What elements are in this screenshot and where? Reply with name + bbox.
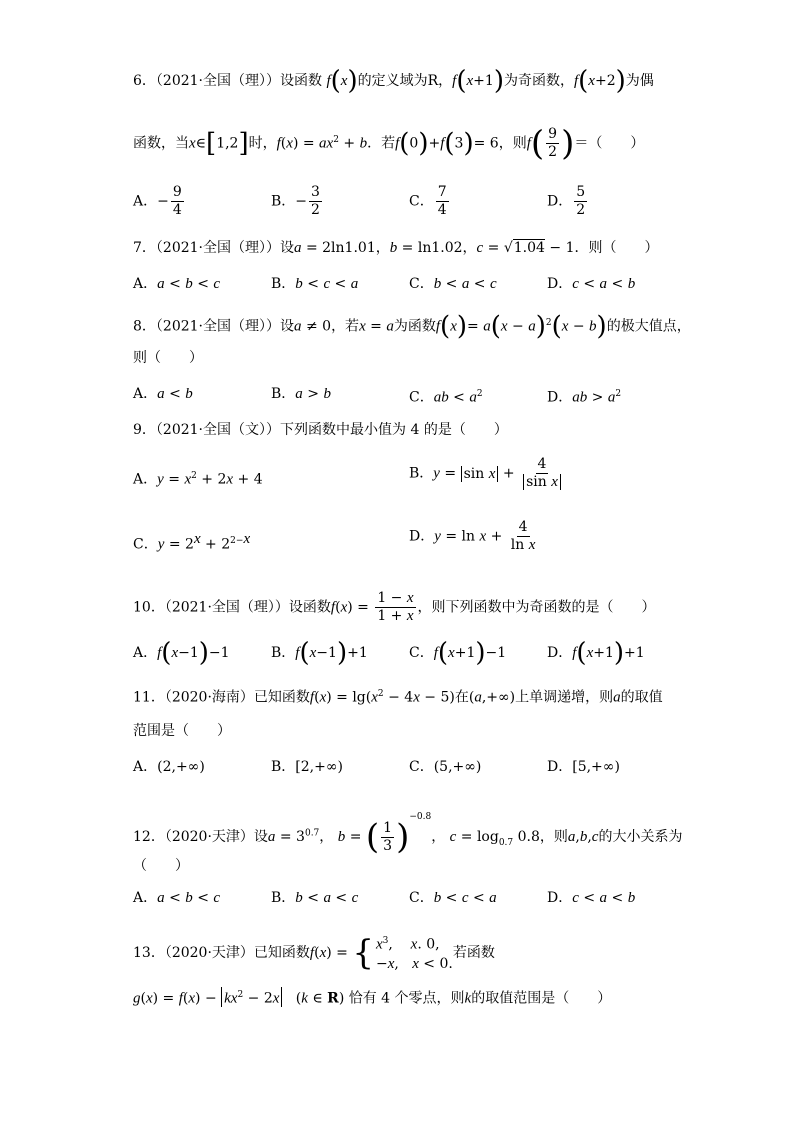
q6-option-d[interactable]: D． $\frac{5}{2}$ <box>547 184 586 218</box>
q8-option-d[interactable]: D．ab > $a^2$ <box>547 389 622 406</box>
q9-option-c[interactable]: C．$y = 2^x + 2^{2-x}$ <box>133 531 251 553</box>
q6-line-2: 函数，当x∈[1,2]时，$f(x) = ax^2 + b$．若f(0)+f(3)= 6，则f( $\frac{9}{2}$ )＝（ ） <box>133 123 645 164</box>
q12-line-2: （ ） <box>133 858 189 874</box>
q6-line-1: 6．（2021·全国（理））设函数 f(x)的定义域为R，f(x+1)为奇函数，f(x+2)为偶 <box>133 66 654 96</box>
q10-line-1: 10．（2021·全国（理））设函数f(x) = $\frac{1 - x}{1 + x}$ ，则下列函数中为奇函数的是（ ） <box>133 590 656 624</box>
q7-option-a[interactable]: A．a < b < c <box>133 276 221 292</box>
q8-option-a[interactable]: A．a < b <box>133 386 193 402</box>
q9-option-a[interactable]: A．$y = x^2 + 2x + 4$ <box>133 471 263 488</box>
q11-line-1: 11．（2020·海南）已知函数$f(x) = \lg(x^2 - 4x - 5)$在(a,+∞)上单调递增，则a的取值 <box>133 689 663 706</box>
q7-line-1: 7．（2021·全国（理））设a = 2ln1.01，b = ln1.02，c = √1.04 − 1．则（ ） <box>133 240 659 256</box>
q11-option-d[interactable]: D．[5,+∞) <box>547 759 620 775</box>
q9-line-1: 9．（2021·全国（文））下列函数中最小值为 4 的是（ ） <box>133 422 508 438</box>
q13-line-1: 13．（2020·天津）已知函数f(x) = { $x^3$, x. 0, −x, x < 0. 若函数 <box>133 932 495 973</box>
q7-option-c[interactable]: C．b < a < c <box>409 276 497 292</box>
q6-option-b[interactable]: B．− $\frac{3}{2}$ <box>271 184 320 218</box>
q7-option-b[interactable]: B．b < c < a <box>271 276 359 292</box>
q11-line-2: 范围是（ ） <box>133 723 231 739</box>
q10-option-c[interactable]: C．f(x+1)−1 <box>409 638 507 668</box>
q8-option-c[interactable]: C．ab < $a^2$ <box>409 389 483 406</box>
q12-option-b[interactable]: B．b < a < c <box>271 890 359 906</box>
q12-line-1: 12．（2020·天津）设$a = 3^{0.7}$， b = ( $\frac{1}{3}$ )$^{-0.8}$， $c = \log_{0.7} 0.8$，则a,b,c的大小关系为 <box>133 812 683 857</box>
q11-option-b[interactable]: B．[2,+∞) <box>271 759 343 775</box>
q10-option-b[interactable]: B．f(x−1)+1 <box>271 638 368 668</box>
q11-option-a[interactable]: A．(2,+∞) <box>133 759 205 775</box>
q10-option-d[interactable]: D．f(x+1)+1 <box>547 638 645 668</box>
q6-option-a[interactable]: A．− $\frac{9}{4}$ <box>133 184 182 218</box>
q8-line-1: 8．（2021·全国（理））设a ≠ 0，若x = a为函数$f(x)= a(x - a)^2(x - b)$的极大值点， <box>133 311 691 342</box>
q6-source: （2021·全国（理）） <box>155 73 281 89</box>
q9-option-b[interactable]: B．y = sin x + $\frac{4}{\text{sin x}}$ <box>409 456 565 491</box>
q9-option-d[interactable]: D．y = ln x + $\frac{4}{\text{ln x}}$ <box>409 519 536 553</box>
q12-option-a[interactable]: A．a < b < c <box>133 890 221 906</box>
q12-option-d[interactable]: D．c < a < b <box>547 890 636 906</box>
q7-option-d[interactable]: D．c < a < b <box>547 276 636 292</box>
q11-option-c[interactable]: C．(5,+∞) <box>409 759 482 775</box>
q8-option-b[interactable]: B．a > b <box>271 386 331 402</box>
q8-line-2: 则（ ） <box>133 350 203 366</box>
q6-option-c[interactable]: C． $\frac{7}{4}$ <box>409 184 447 218</box>
q13-line-2: $g(x) = f(x) - kx^2 - 2x$ (k ∈ R) 恰有 4 个零点，则k的取值范围是（ ） <box>133 987 611 1009</box>
q6-number: 6． <box>133 73 156 89</box>
q12-option-c[interactable]: C．b < c < a <box>409 890 497 906</box>
q10-option-a[interactable]: A．f(x−1)−1 <box>133 638 230 668</box>
